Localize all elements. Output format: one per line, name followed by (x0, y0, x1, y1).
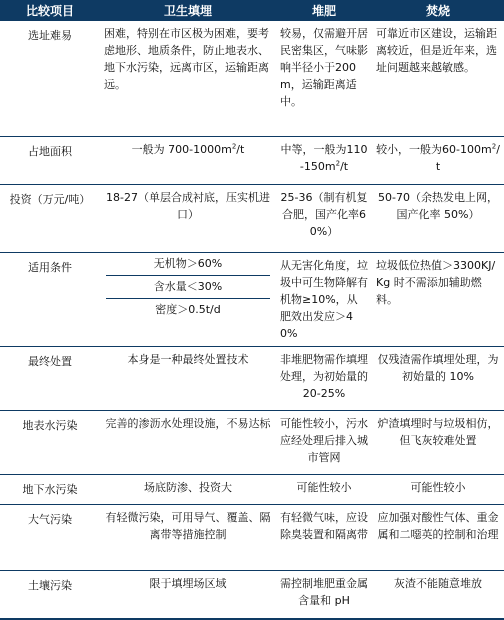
area-unit: /t (435, 143, 500, 173)
row-site-selection (0, 21, 504, 137)
row-soil-pollution (0, 571, 504, 619)
row-final-disposal (0, 347, 504, 411)
area-exponent: 2 (231, 142, 237, 151)
cell-landfill: 限于填埋场区域 (149, 577, 227, 590)
cell-incineration: 垃圾低位热值＞3300KJ/Kg 时不需添加辅助燃料。 (376, 259, 496, 306)
cell-compost: 可能性较小 (296, 481, 352, 494)
cell-landfill: 18-27（单层合成衬底，压实机进口） (106, 191, 270, 221)
area-exponent: 2 (335, 159, 341, 168)
cell-incineration: 炉渣填埋时与垃圾相仿，但飞灰较难处置 (377, 417, 499, 447)
cell-landfill (100, 253, 276, 347)
cell-landfill: 本身是一种最终处置技术 (127, 353, 249, 366)
cell-landfill: 有轻微污染，可用导气、覆盖、隔离带等措施控制 (105, 511, 271, 541)
cell-landfill (100, 137, 276, 185)
row-label: 投资（万元/吨） (9, 193, 91, 206)
cell-compost: 较易，仅需避开居民密集区，气味影响半径小于200m，运输距离适中。 (280, 27, 368, 108)
cell-landfill: 完善的渗沥水处理设施，不易达标 (105, 417, 271, 430)
condition-item: 无机物＞60% (106, 253, 270, 276)
header-item: 比较项目 (0, 0, 100, 21)
row-label: 选址难易 (28, 29, 72, 42)
area-text: 较小，一般为60-100m (376, 143, 492, 156)
table-header (0, 0, 504, 21)
row-surface-water (0, 411, 504, 475)
row-conditions (0, 253, 504, 347)
table-body (0, 21, 504, 619)
cell-landfill: 困难，特别在市区极为困难，要考虑地形、地质条件，防止地表水、地下水污染，远离市区，运输距离远。 (104, 27, 269, 91)
cell-incineration: 灰渣不能随意堆放 (394, 577, 482, 590)
cell-compost: 可能性较小，污水应经处理后排入城市管网 (280, 417, 368, 464)
row-label: 土壤污染 (28, 579, 72, 592)
cell-incineration: 仅残渣需作填埋处理，为初始量的 10% (377, 353, 499, 383)
row-label: 大气污染 (28, 513, 72, 526)
area-text: 中等，一般为110-150m (280, 143, 368, 173)
header-compost: 堆肥 (276, 0, 372, 21)
row-label: 占地面积 (28, 145, 72, 158)
cell-incineration: 50-70（余热发电上网，国产化率 50%） (378, 191, 498, 221)
area-exponent: 2 (491, 142, 497, 151)
header-incineration: 焚烧 (372, 0, 504, 21)
row-label: 地下水污染 (22, 483, 78, 496)
row-label: 适用条件 (28, 261, 72, 274)
area-unit: /t (236, 143, 245, 156)
row-label: 最终处置 (28, 355, 72, 368)
header-row (0, 0, 504, 21)
cell-incineration: 应加强对酸性气体、重金属和二噁英的控制和治理 (377, 511, 499, 541)
row-land-area (0, 137, 504, 185)
cell-compost: 需控制堆肥重金属含量和 pH (280, 577, 368, 607)
cell-compost: 非堆肥物需作填埋处理，为初始量的 20-25% (280, 353, 368, 400)
condition-item: 含水量＜30% (106, 276, 270, 299)
area-unit: /t (340, 160, 349, 173)
row-label: 地表水污染 (22, 419, 78, 432)
row-air-pollution (0, 505, 504, 571)
cell-incineration: 可靠近市区建设，运输距离较近，但是近年来，选址问题越来越敏感。 (376, 27, 497, 74)
cell-compost: 25-36（制有机复合肥，国产化率60%） (280, 191, 368, 238)
cell-compost (276, 137, 372, 185)
area-text: 一般为 700-1000m (131, 143, 232, 156)
cell-incineration (372, 137, 504, 185)
row-groundwater (0, 475, 504, 505)
header-landfill: 卫生填埋 (100, 0, 276, 21)
cell-compost: 从无害化角度，垃圾中可生物降解有机物≥10%，从肥效出发应＞40% (280, 259, 368, 340)
condition-item: 密度＞0.5t/d (155, 303, 221, 316)
cell-landfill: 场底防渗、投资大 (144, 481, 232, 494)
cell-compost: 有轻微气味，应设除臭装置和隔离带 (280, 511, 368, 541)
cell-incineration: 可能性较小 (410, 481, 466, 494)
row-investment (0, 185, 504, 253)
